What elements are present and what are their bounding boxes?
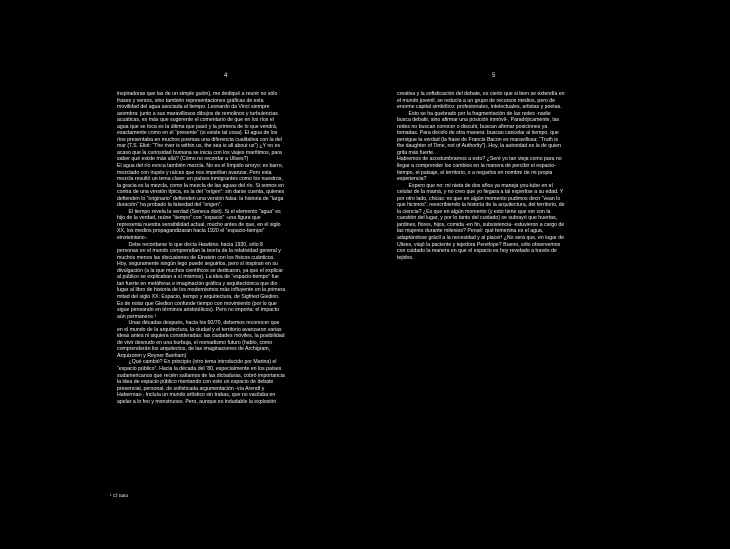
text-line: XX, los medios propagandizaran hacia 1920 el “espacio-tiempo”	[117, 228, 265, 235]
text-line: Esto se ha quebrado por la fragmentación de las redes -nadie	[397, 110, 551, 117]
footnote: ¹ Cf Sato	[110, 493, 129, 498]
text-line: mezcla resultó un tema clave: en países inmigrantes como los nuestros,	[117, 176, 283, 183]
text-line: agua que se toca es la última que pasó y la primera de lo que vendrá,	[117, 123, 278, 130]
text-line: El agua del río evoca también mezcla. No es el límpido arroyo: es barro,	[117, 163, 284, 170]
text-line: creativa y la sofisticación del debate, es cierto que si bien se extendía en	[397, 91, 565, 97]
text-line: con cuidado la manera en que el espacio es hoy revelado a través de	[397, 248, 557, 255]
text-line: ideas antes ni siquiera consideradas: las ciudades móviles, la posibilidad	[117, 333, 285, 340]
right-page-text	[397, 91, 629, 261]
text-line: Arquizoom y Reyner Banham)	[117, 352, 187, 359]
text-line: the daughter of Time, not of Authority”). Hoy, la autoridad es la de quien	[397, 143, 561, 150]
text-line: el mundo juvenil, se reducía a un grupo de recursos medios, pero de	[397, 97, 556, 104]
text-line: tan fuerte en metáforas e imaginación gráfica y arquitectónica que dio	[117, 280, 278, 287]
text-line: lugar al libro de historia de los modernismos más influyente en la primera	[117, 287, 286, 294]
text-line: enorme capital simbólico: profesionales, intelectuales, artistas y poetas.	[397, 104, 562, 111]
text-line: la gracia es la mezcla, como la mezcla de las aguas del río. Si somos en	[117, 182, 284, 189]
text-line: mar (T.S. Eliot: “The river is within us, the sea is all about us”) ¿Y no es	[117, 143, 281, 150]
text-line: movilidad del agua asociada al tiempo. Leonardo da Vinci siempre	[117, 104, 270, 111]
text-line: Unas décadas después, hacia los 60/70, debemos reconocer que	[117, 320, 280, 327]
text-line: llegar a comprender los cambios en la manera de percibir el espacio-	[397, 163, 556, 170]
text-line: Ulises, viajó la paciente y tejedora Penélope? Bueno, sólo observemos	[397, 241, 561, 248]
text-line: inspiradoras que las de un simple guión), me dediqué a reunir no sólo	[117, 91, 278, 97]
text-line: saber qué existe más allá? (Cómo no recordar a Ulises?)	[117, 156, 249, 163]
text-line: einsteiniano-.	[117, 235, 148, 242]
text-line: Es de notar que Giedion confunde tiempo con movimiento (por lo que	[117, 300, 277, 307]
text-line: personas en el mundo comprendían la teoría de la relatividad general y	[117, 248, 281, 255]
text-line: mitad del siglo XX: Espacio, tiempo y arquitectura, de Sigfried Giedion.	[117, 293, 280, 300]
text-line: Debe recordarse lo que decía Hawkins: hacia 1930, sólo 8	[117, 241, 263, 248]
text-line: frases y versos, sino también representaciones gráficas de esta	[117, 97, 264, 104]
text-line: persigue la verdad (la frase de Francis Bacon es maravillosa: “Truth is	[397, 136, 558, 143]
text-line: asombra: junto a sus maravillosos dibujos de remolinos y turbulencias	[117, 110, 278, 117]
text-line: Espero que no: mi nieta de dos años ya maneja you-tube en el	[397, 182, 553, 189]
text-line: Hoy, seguramente ningún lego puede seguirlos, pero sí inspiran en su	[117, 261, 278, 268]
text-line: la ciencia? ¿Es que en algún momento (y esto tiene que ver con la	[397, 208, 551, 215]
text-line: cuestión del lugar, y por lo tanto del cuidado) se subrayó que huertas,	[397, 215, 558, 222]
text-line: sudamericanos que recién salíamos de las dictaduras, cobró importancia	[117, 372, 285, 379]
text-line: “espacio público”. Hacia la década del ’80, especialmente en los países	[117, 365, 282, 372]
text-line: al público se explicaban a sí mismos). La idea de “espacio-tiempo” fue	[117, 274, 279, 281]
text-line: muchos menos las discusiones de Einstein con los físicos cuánticos.	[117, 254, 275, 261]
text-line: sigue pensando en términos aristotélicos). Pero no importa: el impacto	[117, 307, 280, 314]
text-line: ríos presentaba en muchos poemas una diferencia cualitativa con la del	[117, 136, 282, 143]
text-line: acaso que la curiosidad humana se inicia con los viajes marítimos, para	[117, 149, 282, 156]
text-line: aún permanece.¹	[117, 313, 157, 320]
text-line: adaptándose grácil a la necesidad y al placer! ¿No será que, en lugar de	[397, 235, 564, 242]
text-line: tejidos.	[397, 254, 414, 261]
text-line: defienden lo “originario” defienden una versión falsa: la historia de “larga	[117, 195, 284, 202]
left-page-text	[117, 91, 357, 405]
page-number-right: 5	[492, 73, 496, 79]
text-line: divulgación (a la que muchos científicos se dedicaron, ya que el explicar	[117, 267, 284, 274]
text-line: de vivir desnudo en una burbuja, el nomadismo futuro (hablo, como	[117, 339, 273, 346]
text-line: redes no buscan conocer o discutir, buscan afirmar posiciones ya	[397, 123, 548, 130]
text-line: hijo de la verdad, reúne “tiempo” con “espacio” -una figura que	[117, 215, 261, 222]
text-line: experiencia?	[397, 176, 427, 183]
text-line: exactamente como en el “presente” (si existe tal cosa). El agua de los	[117, 130, 278, 137]
text-line: mezclado con irupés y raíces que nos impedían avanzar. Pero esta	[117, 169, 272, 176]
text-line: jardines, flores, hijos, comida -en fin, subsistencia- estuvieron a cargo de	[397, 221, 565, 228]
text-line: duración” ha probado la falsedad del “origen”.	[117, 202, 222, 209]
text-line: Habermas-. Incluía un mundo artístico sin trabas, que no vacilaba en	[117, 392, 276, 399]
text-line: celular de la mamá, y no creo que yo llegara a tal expertise a su edad. Y	[397, 189, 564, 196]
text-line: busca debatir, sino afirmar una posición inmóvil-. Paradójicamente, las	[397, 117, 560, 124]
text-line: El tiempo revela la verdad (Seneca dixit). Si el elemento “agua” es	[117, 208, 281, 215]
text-line: comprenderán los arquitectos, de las imaginaciones de Archigram,	[117, 346, 271, 353]
page-number-left: 4	[224, 73, 228, 79]
text-line: tiempo, el paisaje, el territorio, o a negarlos en nombre de mi propia	[397, 169, 553, 176]
text-line: por otro lado, chicas: es que en algún momento pudimos decir “vean lo	[397, 195, 561, 202]
text-line: apelar a lo feo y monstruoso. Pero, aunque es indudable la explosión	[117, 398, 277, 405]
text-line: las mujeres durante milenios? Pensé: qué femenina es el agua,	[397, 228, 544, 235]
text-line: que hicimos”, reescribiendo la historia de la arquitectura, del territorio, de	[397, 202, 565, 209]
text-line: acuáticas, es más que sugerente el comentario de que en los ríos el	[117, 117, 274, 124]
text-line: tomadas. Para decirlo de otra manera: buscan cancelar al tiempo, que	[397, 130, 559, 137]
text-line: Habremos de acostumbrarnos a esto? ¿Seré yo tan vieja como para no	[397, 156, 562, 163]
text-line: contra de una versión típica, es la del “origen”: sin darse cuenta, quienes	[117, 189, 285, 196]
text-line: en el mundo de la arquitectura, la ciudad y el territorio avanzaron varias	[117, 326, 282, 333]
text-line: ¿Qué cambió? En principio (otro tema introducido por Marina) el	[117, 359, 277, 366]
text-line: la idea de espacio público mentando con esto un espacio de debate	[117, 379, 274, 386]
text-line: representa nuestra sensibilidad actual, mucho antes de que, en el siglo	[117, 221, 281, 228]
text-line: presencial, personal, de sofisticada argumentación -vía Arendt y	[117, 385, 265, 392]
text-line: grita más fuerte.	[397, 149, 435, 156]
